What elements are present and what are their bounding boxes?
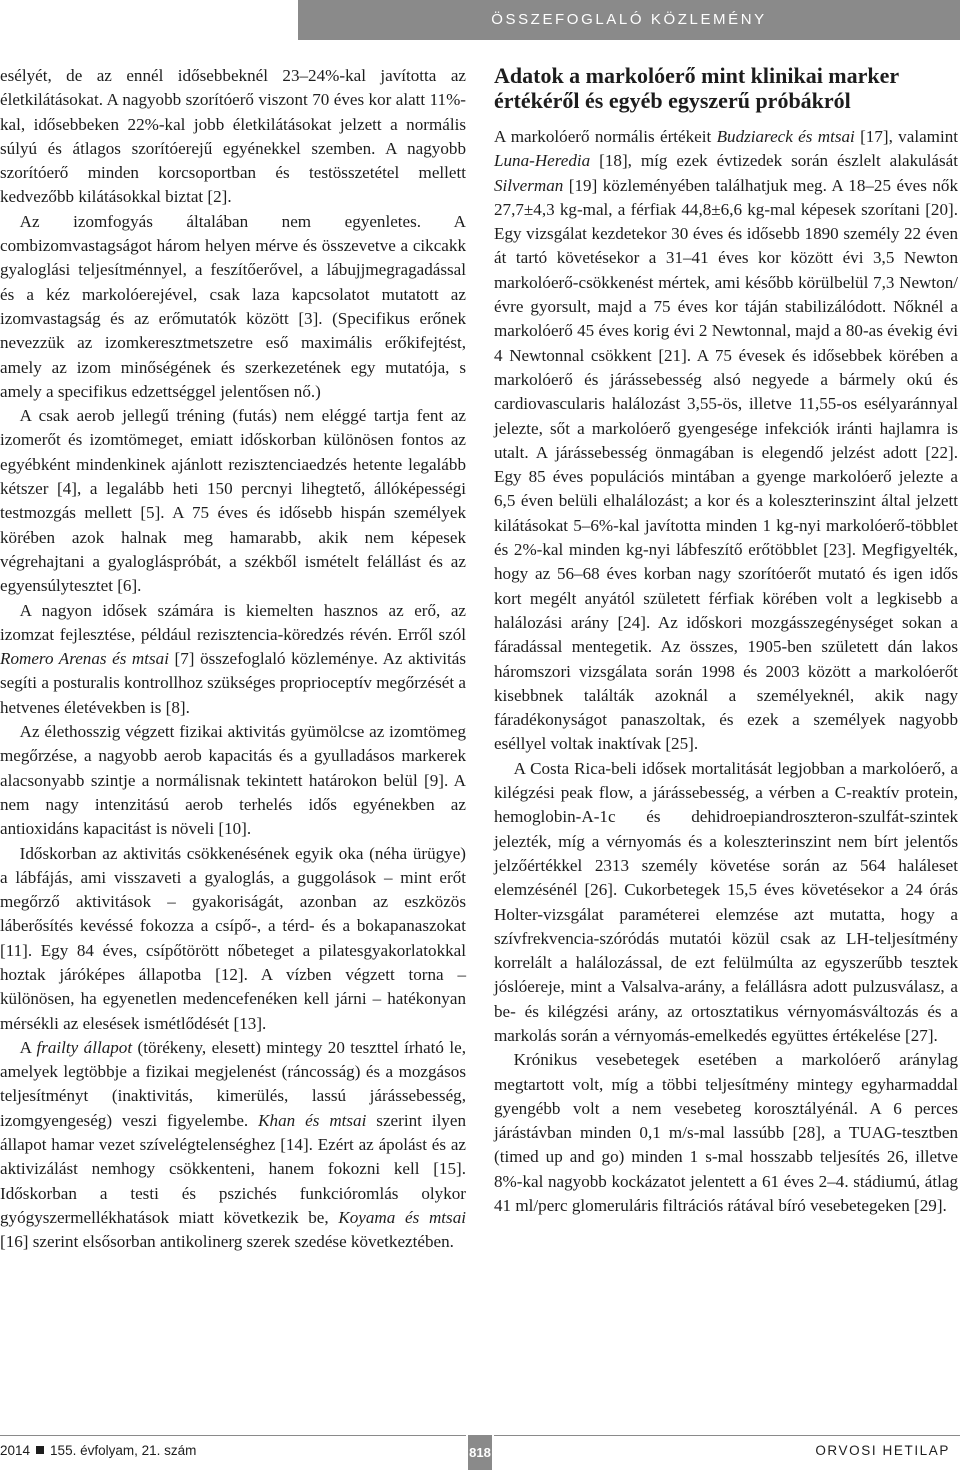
- paragraph: A csak aerob jellegű tréning (futás) nem eléggé tartja fent az izomerőt és izomtömeget, emiatt időskorban különösen fontos az egyébként mindenkinek ajánlott rezisztenciaedzés hetente legalább kétszer [4], a legalább heti 150 percnyi lihegtető, állóképességi testmozgás mellett [5]. A 75 éves és idősebb hispán személyek körében azok halnak meg hamarabb, akik nem képesek végrehajtani a gyalogláspróbát, a székből ismételt felállást és az egyensúlytesztet [6].: [0, 406, 466, 596]
- footer-issue-info: [0, 1443, 196, 1458]
- paragraph: A nagyon idősek számára is kiemelten hasznos az erő, az izomzat fejlesztése, például rezisztencia-köredzés révén. Erről szól Romero Arenas és mtsai [7] összefoglaló közleménye. Az aktivitás segíti a posturalis kontrollhoz szükséges proprioceptív megőrzését a hetvenes életévekben is [8].: [0, 600, 466, 717]
- right-column: [494, 64, 958, 1218]
- paragraph: Az izomfogyás általában nem egyenletes. A combizomvastagságot három helyen mérve és összevetve a cikcakk gyaloglási teljesítménnyel, a feszítőerővel, a lábujjmegragadással és a kéz markolóerejével, csak laza kapcsolatot mutatott az izomvastagság és az erőmutatók között [3]. (Specifikus erőnek nevezzük az izomkeresztmetszetre eső maximális erőkifejtést, amely az izom minőségének és szerkezetének egy mutatója, s amely a specifikus edzettséggel jelentősen nő.): [0, 211, 466, 401]
- footer-rule: [0, 1435, 466, 1436]
- footer-year: 2014: [0, 1443, 31, 1458]
- page-number: 818: [468, 1435, 492, 1470]
- paragraph: A markolóerő normális értékeit Budziareck és mtsai [17], valamint Luna-Heredia [18], míg ezek évtizedek során észlelt alakulását Silverman [19] közleményében találhatjuk meg. A 18–25 éves nők 27,7±4,3 kg-mal, a férfiak 44,8±6,6 kg-mal képesek szorítani [20]. Egy vizsgálat kezdetekor 30 éves és idősebb 1890 személy 22 éven át tartó követésekor a 31–41 éves kor között évi 3,5 Newton markolóerő-csökkenést mértek, ami később körülbelül 7,3 Newton/évre gyorsult, majd a 75 éves kor táján stabilizálódott. Nőknél a markolóerő 45 éves korig évi 2 Newtonnal, majd a 80-as évekig évi 4 Newtonnal csökkent [21]. A 75 évesek és idősebbek körében a markolóerő és járássebesség alsó negyede a bármely okú és cardiovascularis halálozást 3,55-ös, illetve 11,55-os esélyaránnyal jelezte, sőt a markolóerő gyengesége infekciók iránti hajlamra is utalt. A járássebesség önmagában is elegendő jelzést adott [22]. Egy 85 éves populációs mintában a gyenge markolóerő jelezte a 6,5 éven belüli elhalálozást; a kor és a koleszterinszint által jelzett kilátásokat 5–6%-kal javította minden 1 kg-nyi markolóerő-többlet és 2%-kal minden kg-nyi lábfeszítő erőtöbblet [23]. Megfigyelték, hogy az 56–68 éves korban nagy szorítóerőt mutató és igen idős kort megélt anyától született férfiak körében volt a legkisebb a halálozási arány [24]. Az időskori mozgásszegénységet sokan a fáradással mentegetik. Az összes, 1905-ben született dán lakos háromszori vizsgálata során 1998 és 2003 között a markolóerőt kisebbnek találták azoknál a személyeknél, akik nagy fáradékonyságot panaszoltak, és ezek a személyek nagyobb eséllyel voltak inaktívak [25].: [494, 127, 958, 754]
- paragraph: esélyét, de az ennél idősebbeknél 23–24%-kal javította az életkilátásokat. A nagyobb szorítóerő viszont 70 éves kor alatt 11%-kal, idősebbeken 22%-kal jobb életkilátásokat jelzett a normális súlyú és átlagos szorítóerejű egyénekkel szemben. A nagyobb szorítóerő minden korcsoportban és testösszetétel mellett kedvezőbb kilátásokkal biztat [2].: [0, 66, 466, 207]
- footer-rule: [494, 1435, 960, 1436]
- footer-volume: 155. évfolyam, 21. szám: [50, 1443, 197, 1458]
- paragraph: A Costa Rica-beli idősek mortalitását legjobban a markolóerő, a kilégzési peak flow, a járássebesség, a vérben a C-reaktív protein, hemoglobin-A-1c és dehidroepiandroszteron-szulfát-szintek jelezték, míg a vérnyomás és a koleszterinszint nem bírt jelentős jelzőértékkel 2313 személy követése során az 564 haláleset elemzésénél [26]. Cukorbetegek 15,5 éves követésekor a 24 órás Holter-vizsgálat paraméterei elemzése azt mutatta, hogy a szívfrekvencia-szóródás mutatói közül csak az LH-teljesítmény korrelált a halálozással, de ezt felülmúlta az egyszerűbb tesztek jóslóereje, mint a Valsalva-arány, a felállásra adott pulzusválasz, a be- és kilégzési arány, az ortosztatikus vérnyomásváltozás és a markolás során a vérnyomás-emelkedés együttes értékelése [27].: [494, 758, 958, 1045]
- journal-name: ORVOSI HETILAP: [815, 1443, 950, 1458]
- paragraph: Krónikus vesebetegek esetében a markolóerő aránylag megtartott volt, míg a többi teljesítmény mintegy egyharmaddal gyengébb volt a nem vesebeteg korosztályénál. A 6 perces járástávban minden 0,1 m/s-mal lassúbb [28], a TUAG-tesztben (timed up and go) minden 1 s-mal hosszabb teljesítés 26, illetve 8%-kal nagyobb kockázatot jelentett a 61 éves 2–4. stádiumú, átlag 41 ml/perc glomeruláris filtrációs rátával bíró vesebetegeken [29].: [494, 1050, 958, 1216]
- left-column: [0, 64, 466, 1255]
- section-label: ÖSSZEFOGLALÓ KÖZLEMÉNY: [491, 11, 767, 28]
- paragraph: Az élethosszig végzett fizikai aktivitás gyümölcse az izomtömeg megőrzése, a nagyobb aerob kapacitás és a gyulladásos markerek alacsonyabb szintje a normálisnak tekintett határokon belül [9]. A nem nagy intenzitású aerob terhelés idős egyénekben az antioxidáns kapacitást is növeli [10].: [0, 722, 466, 839]
- paragraph: A frailty állapot (törékeny, elesett) mintegy 20 teszttel írható le, amelyek legtöbbje a fizikai megjelenést (ráncosság) és a mozgásos teljesítményt (inaktivitás, kimerülés, lassú járássebesség, izomgyengeség) veszi figyelembe. Khan és mtsai szerint ilyen állapot hamar vezet szívelégtelenséghez [14]. Ezért az ápolást és az aktivizálást nemhogy csökkenteni, hanem fokozni kell [15]. Időskorban a testi és pszichés funkcióromlás olykor gyógyszermellékhatások miatt következik be, Koyama és mtsai [16] szerint elsősorban antikolinerg szerek szedése következtében.: [0, 1037, 466, 1252]
- paragraph: Időskorban az aktivitás csökkenésének egyik oka (néha ürügye) a lábfájás, ami visszaveti a gyaloglás, a guggolások – mint erőt megőrző aktivitások – gyakoriságát, azonban az eszközös láberősítés kevéssé fokozza a csípő-, a térd- és a bokapanaszokat [11]. Egy 84 éves, csípőtörött nőbeteget a pilatesgyakorlatokkal hoztak járóképes állapotba [12]. A vízben végzett torna – különösen, ha egyenetlen medencefenéken kell járni – hatékonyan mérsékli az elesések ismétlődését [13].: [0, 843, 466, 1033]
- square-bullet-icon: [36, 1446, 44, 1454]
- section-heading: Adatok a markolóerő mint klinikai marker értékéről és egyéb egyszerű próbákról: [494, 63, 899, 113]
